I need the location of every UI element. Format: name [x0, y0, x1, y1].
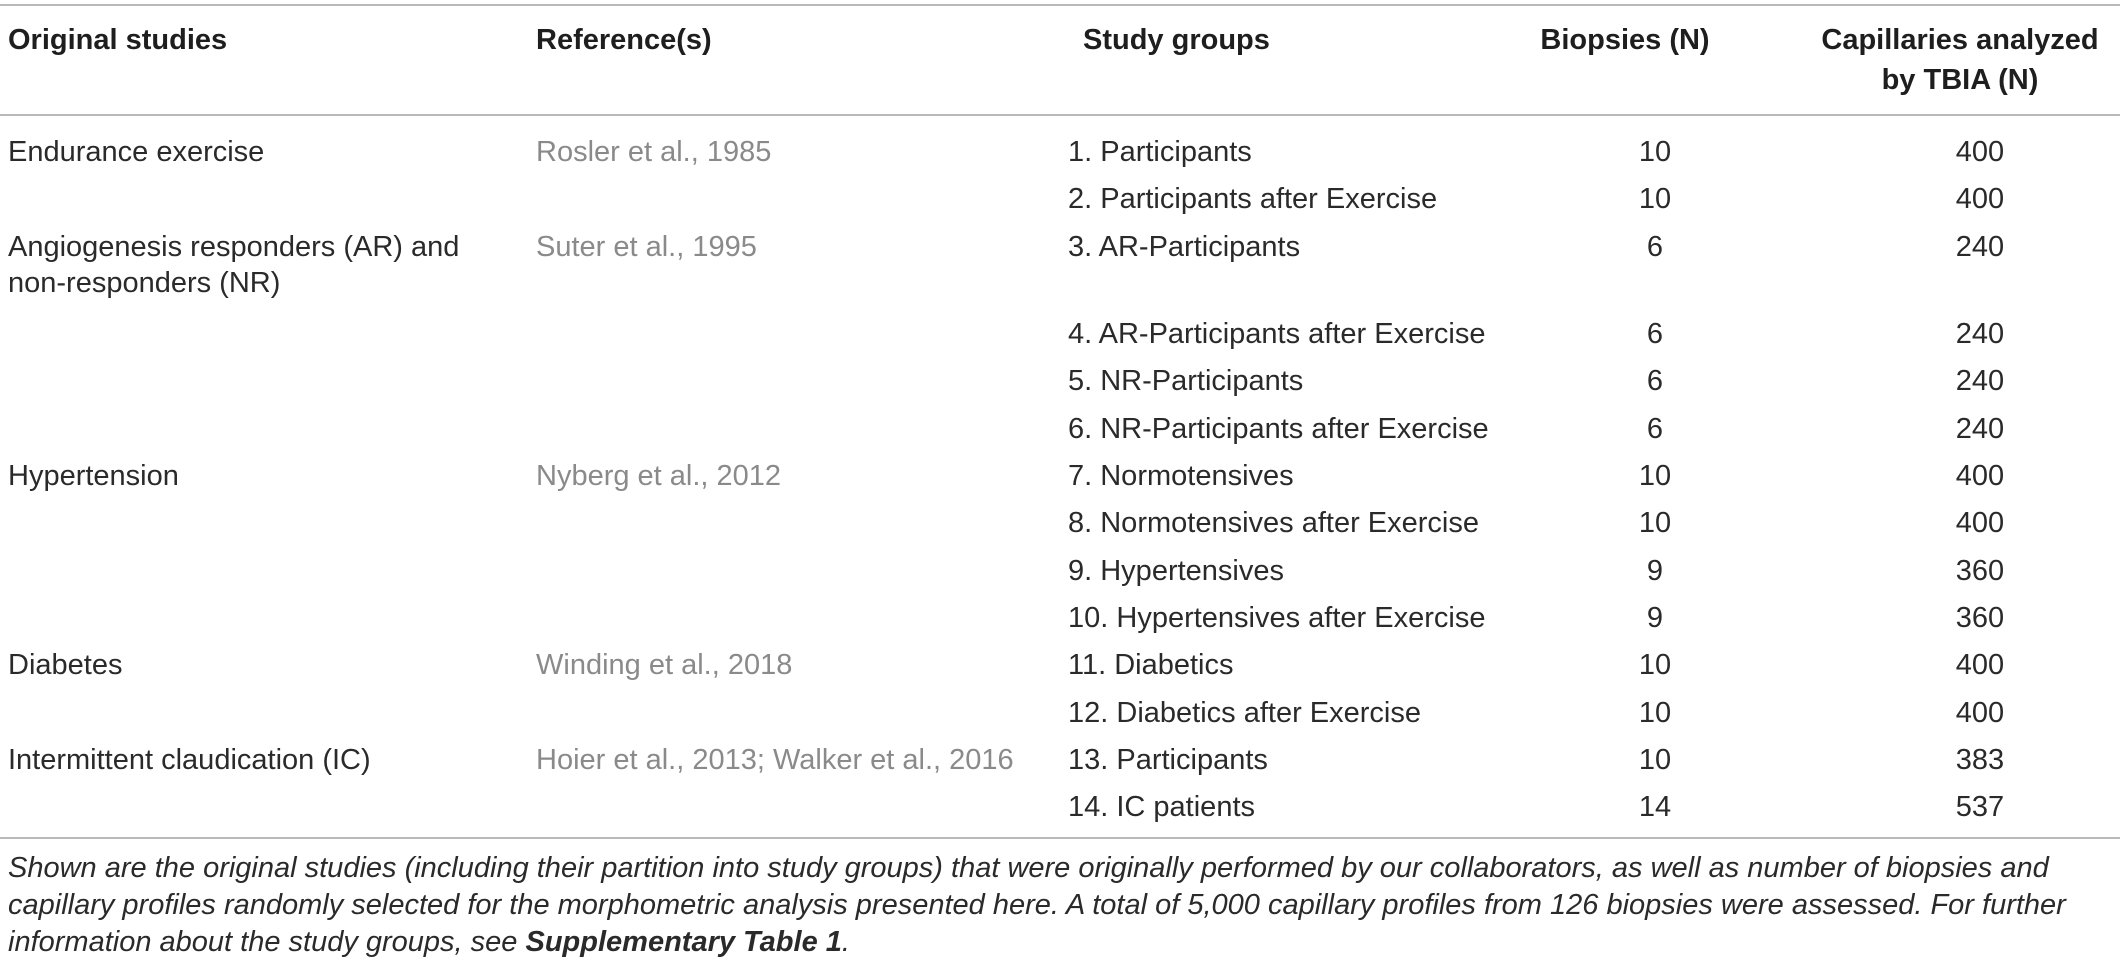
study-group: 3. AR-Participants	[1068, 231, 1301, 263]
capillaries-count: 400	[1955, 507, 2005, 539]
biopsies-count: 14	[1638, 791, 1672, 823]
study-name: Intermittent claudication (IC)	[8, 744, 371, 776]
header-references: Reference(s)	[536, 24, 712, 56]
biopsies-count: 6	[1646, 365, 1664, 397]
footnote-text: Shown are the original studies (including their partition into study groups) that were originally performed by our collaborators, as well as number of biopsies and capillary profiles randomly selected for the morphometric analysis presented here. A total of 5,000 capillary profiles from 126 biopsies were assessed. For further information about the study groups, see	[8, 852, 2066, 958]
supplementary-table-link[interactable]: Supplementary Table 1	[525, 926, 842, 958]
header-capillaries-line1: Capillaries analyzed	[1821, 24, 2099, 56]
study-reference[interactable]: Winding et al., 2018	[536, 649, 793, 681]
study-group: 13. Participants	[1068, 744, 1268, 776]
biopsies-count: 10	[1638, 697, 1672, 729]
biopsies-count: 10	[1638, 460, 1672, 492]
table-header-rule	[0, 114, 2120, 116]
header-biopsies: Biopsies (N)	[1540, 24, 1710, 56]
capillaries-count: 400	[1955, 649, 2005, 681]
capillaries-count: 400	[1955, 460, 2005, 492]
capillaries-count: 240	[1955, 365, 2005, 397]
study-group: 11. Diabetics	[1068, 649, 1234, 681]
table-top-rule	[0, 4, 2120, 6]
capillaries-count: 240	[1955, 318, 2005, 350]
biopsies-count: 10	[1638, 183, 1672, 215]
capillaries-count: 400	[1955, 697, 2005, 729]
study-group: 1. Participants	[1068, 136, 1252, 168]
header-study-groups: Study groups	[1083, 24, 1270, 56]
capillaries-count: 537	[1955, 791, 2005, 823]
study-name: Hypertension	[8, 460, 179, 492]
study-group: 2. Participants after Exercise	[1068, 183, 1438, 215]
header-capillaries-line2: by TBIA (N)	[1881, 64, 2039, 96]
biopsies-count: 6	[1646, 318, 1664, 350]
study-group: 7. Normotensives	[1068, 460, 1294, 492]
study-reference[interactable]: Rosler et al., 1985	[536, 136, 772, 168]
study-group: 4. AR-Participants after Exercise	[1068, 318, 1486, 350]
study-name: Angiogenesis responders (AR) and	[8, 231, 460, 263]
biopsies-count: 6	[1646, 413, 1664, 445]
study-group: 12. Diabetics after Exercise	[1068, 697, 1421, 729]
biopsies-count: 9	[1646, 555, 1664, 587]
header-original-studies: Original studies	[8, 24, 228, 56]
capillaries-count: 383	[1955, 744, 2005, 776]
capillaries-count: 360	[1955, 555, 2005, 587]
capillaries-count: 400	[1955, 183, 2005, 215]
table-bottom-rule	[0, 837, 2120, 839]
capillaries-count: 400	[1955, 136, 2005, 168]
table-footnote	[8, 850, 2108, 961]
study-reference[interactable]: Suter et al., 1995	[536, 231, 757, 263]
footnote-period: .	[841, 926, 850, 958]
study-group: 14. IC patients	[1068, 791, 1255, 823]
capillaries-count: 360	[1955, 602, 2005, 634]
capillaries-count: 240	[1955, 231, 2005, 263]
header-capillaries	[1800, 20, 2120, 100]
biopsies-count: 9	[1646, 602, 1664, 634]
study-group: 10. Hypertensives after Exercise	[1068, 602, 1486, 634]
study-group: 9. Hypertensives	[1068, 555, 1284, 587]
study-group: 8. Normotensives after Exercise	[1068, 507, 1479, 539]
capillaries-count: 240	[1955, 413, 2005, 445]
study-group: 6. NR-Participants after Exercise	[1068, 413, 1489, 445]
study-group: 5. NR-Participants	[1068, 365, 1304, 397]
biopsies-count: 10	[1638, 649, 1672, 681]
biopsies-count: 10	[1638, 744, 1672, 776]
study-name-continued: non-responders (NR)	[8, 267, 281, 299]
study-name: Endurance exercise	[8, 136, 265, 168]
biopsies-count: 10	[1638, 136, 1672, 168]
study-reference[interactable]: Hoier et al., 2013; Walker et al., 2016	[536, 744, 1014, 776]
biopsies-count: 10	[1638, 507, 1672, 539]
biopsies-count: 6	[1646, 231, 1664, 263]
study-reference[interactable]: Nyberg et al., 2012	[536, 460, 782, 492]
study-name: Diabetes	[8, 649, 123, 681]
